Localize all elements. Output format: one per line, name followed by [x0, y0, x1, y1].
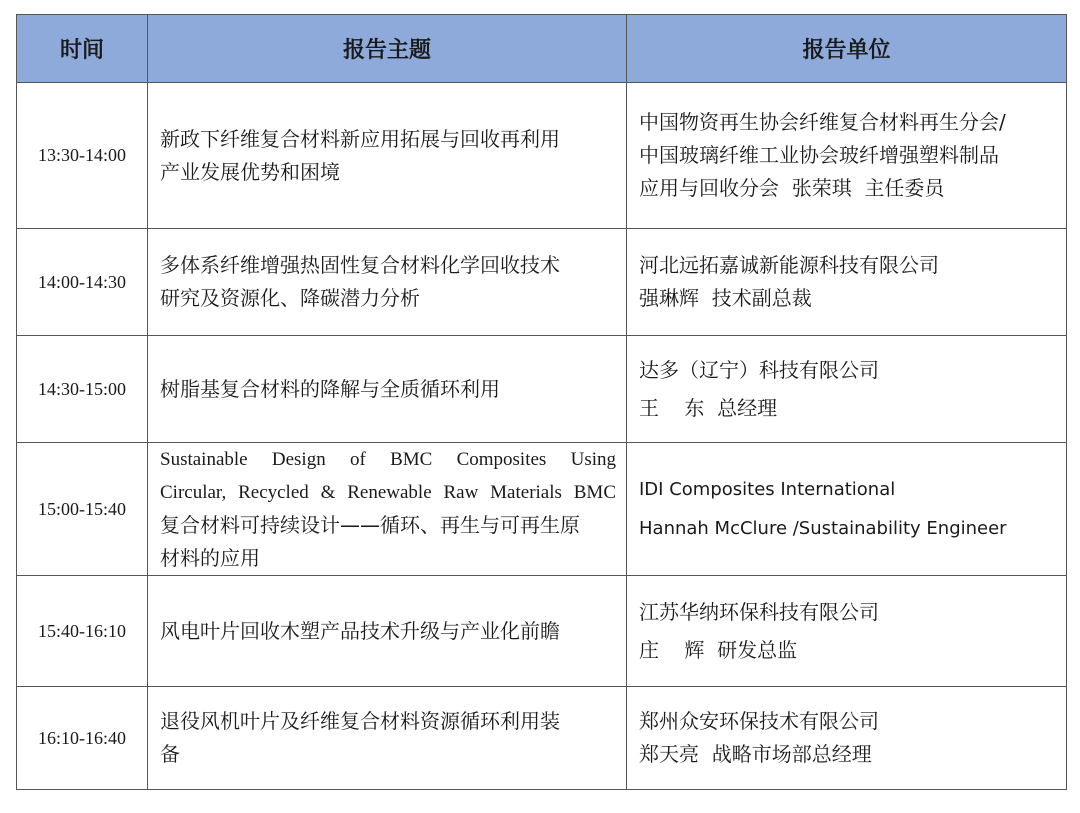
schedule-table — [16, 14, 1067, 790]
topic-line: 新政下纤维复合材料新应用拓展与回收再利用 — [160, 126, 560, 151]
header-org: 报告单位 — [627, 15, 1067, 83]
table-row — [17, 687, 1067, 790]
time-cell: 15:00-15:40 — [17, 443, 148, 576]
topic-cell — [148, 229, 627, 336]
topic-line-en: Sustainable Design of BMC Composites Using — [160, 449, 616, 470]
header-time: 时间 — [17, 15, 148, 83]
table-row — [17, 576, 1067, 687]
org-line: 江苏华纳环保科技有限公司 — [639, 600, 879, 624]
time-cell: 13:30-14:00 — [17, 83, 148, 229]
topic-line-en: Circular, Recycled & Renewable Raw Materials BMC — [160, 482, 616, 503]
org-line: 庄 辉 研发总监 — [639, 638, 798, 662]
org-line: 中国物资再生协会纤维复合材料再生分会/ — [639, 110, 1006, 134]
org-cell — [627, 336, 1067, 443]
table-row — [17, 83, 1067, 229]
table-row — [17, 229, 1067, 336]
org-line: 河北远拓嘉诚新能源科技有限公司 — [639, 253, 939, 277]
topic-line: 研究及资源化、降碳潜力分析 — [160, 286, 420, 310]
topic-line: 备 — [160, 742, 180, 766]
org-line: 应用与回收分会 张荣琪 主任委员 — [639, 176, 945, 200]
time-cell: 16:10-16:40 — [17, 687, 148, 790]
header-row — [17, 15, 1067, 83]
topic-line: 材料的应用 — [160, 546, 260, 570]
topic-cell — [148, 687, 627, 790]
topic-line: 多体系纤维增强热固性复合材料化学回收技术 — [160, 253, 560, 277]
time-cell: 14:00-14:30 — [17, 229, 148, 336]
topic-line: 风电叶片回收木塑产品技术升级与产业化前瞻 — [160, 618, 560, 643]
table-row — [17, 443, 1067, 576]
topic-cell — [148, 336, 627, 443]
topic-line: 复合材料可持续设计——循环、再生与可再生原 — [160, 513, 580, 537]
topic-cell — [148, 83, 627, 229]
header-topic: 报告主题 — [148, 15, 627, 83]
time-cell: 15:40-16:10 — [17, 576, 148, 687]
org-line: 郑州众安环保技术有限公司 — [639, 709, 879, 733]
org-line: Hannah McClure /Sustainability Engineer — [639, 518, 1007, 539]
topic-line: 产业发展优势和困境 — [160, 159, 340, 184]
org-cell — [627, 576, 1067, 687]
org-cell — [627, 83, 1067, 229]
time-cell: 14:30-15:00 — [17, 336, 148, 443]
topic-cell — [148, 443, 627, 576]
org-cell — [627, 443, 1067, 576]
org-line: 郑天亮 战略市场部总经理 — [639, 742, 872, 766]
topic-line: 退役风机叶片及纤维复合材料资源循环利用装 — [160, 709, 560, 733]
org-line: 王 东 总经理 — [639, 396, 778, 420]
org-line: IDI Composites International — [639, 479, 896, 500]
org-line: 强琳辉 技术副总裁 — [639, 286, 812, 310]
org-cell — [627, 687, 1067, 790]
org-line: 达多（辽宁）科技有限公司 — [639, 358, 879, 382]
org-cell — [627, 229, 1067, 336]
table-row — [17, 336, 1067, 443]
topic-line: 树脂基复合材料的降解与全质循环利用 — [160, 376, 500, 401]
topic-cell — [148, 576, 627, 687]
org-line: 中国玻璃纤维工业协会玻纤增强塑料制品 — [639, 143, 999, 167]
